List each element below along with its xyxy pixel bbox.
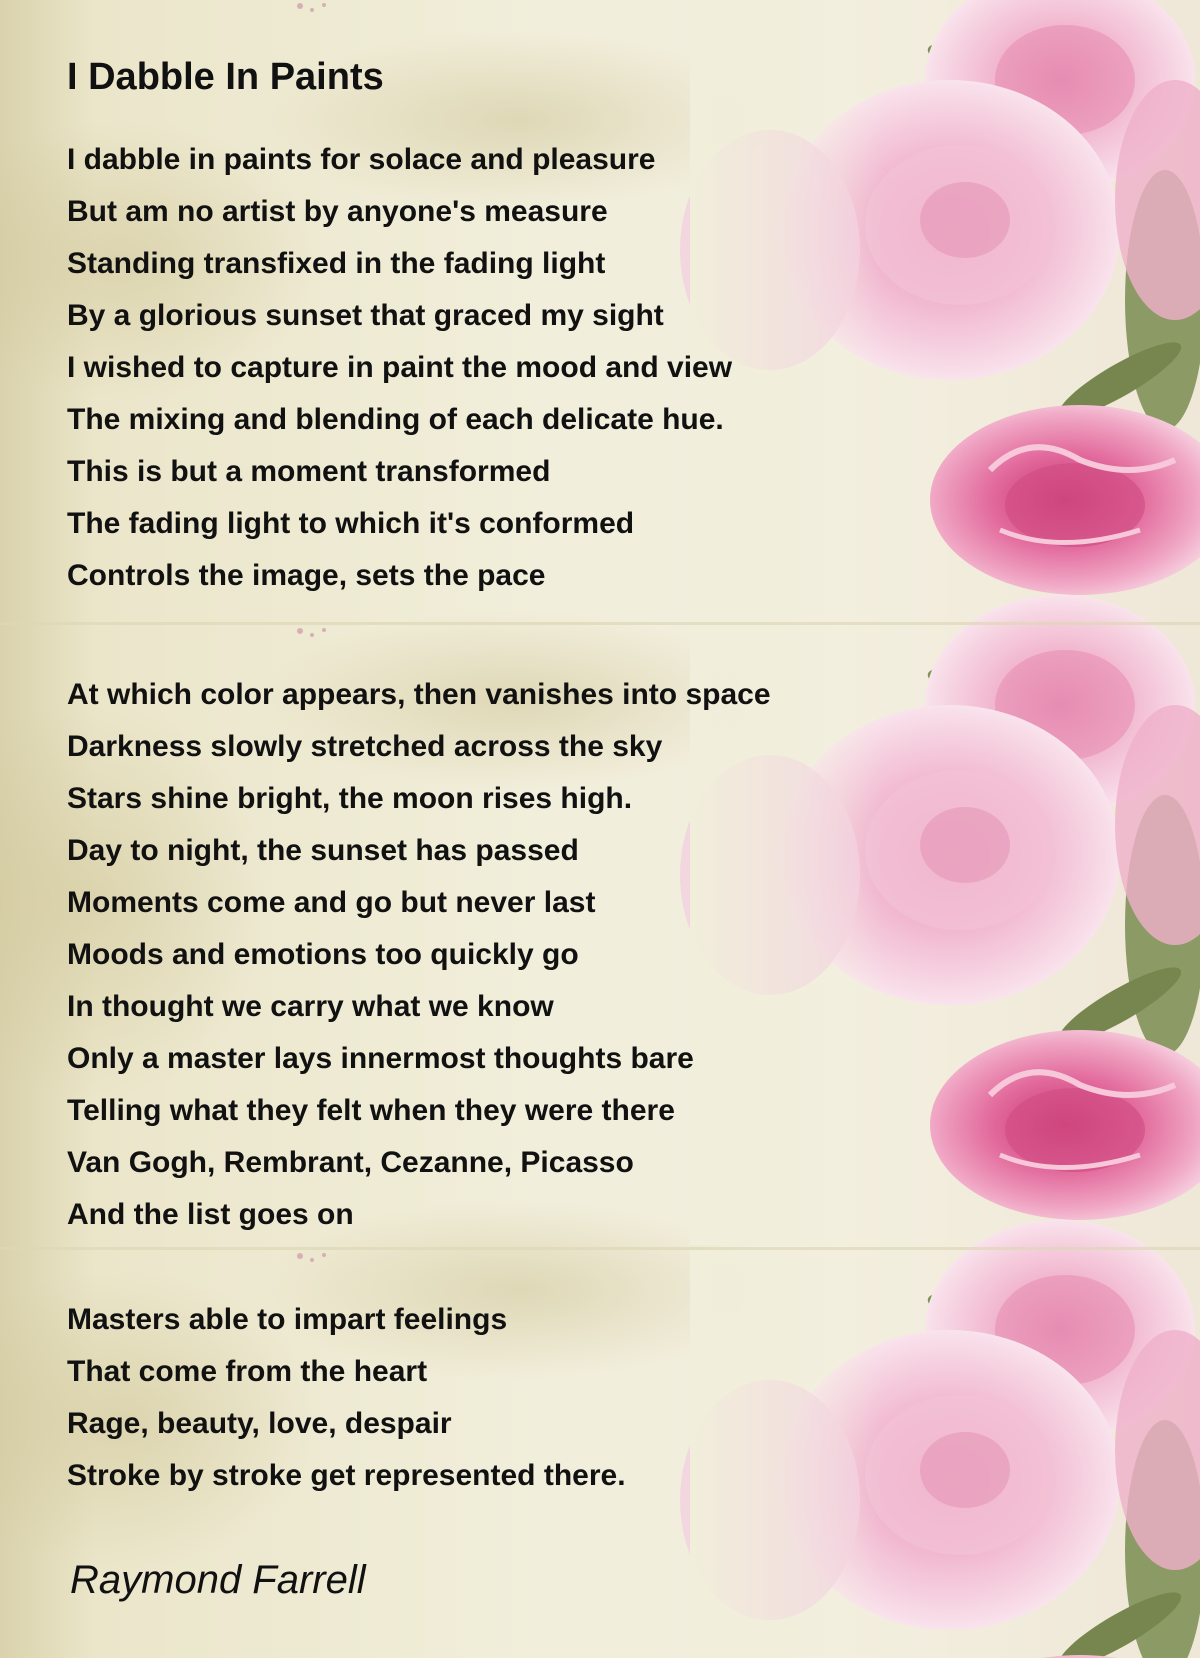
stanza-3 <box>67 1294 626 1502</box>
poem-line: Rage, beauty, love, despair <box>67 1407 452 1440</box>
poem-line: Stroke by stroke get represented there. <box>67 1459 626 1492</box>
poem-line: Standing transfixed in the fading light <box>67 247 606 280</box>
poem-line: This is but a moment transformed <box>67 455 551 488</box>
poem-line: Stars shine bright, the moon rises high. <box>67 782 633 815</box>
poem-line: Moods and emotions too quickly go <box>67 938 579 971</box>
poem-line: Controls the image, sets the pace <box>67 559 546 592</box>
poem-title: I Dabble In Paints <box>67 56 384 98</box>
poem-line: At which color appears, then vanishes into space <box>67 678 771 711</box>
poem-line: And the list goes on <box>67 1198 354 1231</box>
poem-line: Van Gogh, Rembrant, Cezanne, Picasso <box>67 1146 634 1179</box>
poem-line: The mixing and blending of each delicate hue. <box>67 403 724 436</box>
stanza-1 <box>67 134 732 602</box>
poem-line: I wished to capture in paint the mood and view <box>67 351 733 384</box>
poem-line: Only a master lays innermost thoughts bare <box>67 1042 694 1075</box>
poem-line: Telling what they felt when they were there <box>67 1094 675 1127</box>
poem-line: That come from the heart <box>67 1355 428 1388</box>
poem-line: Darkness slowly stretched across the sky <box>67 730 663 763</box>
poem-line: Day to night, the sunset has passed <box>67 834 579 867</box>
poem-line: Masters able to impart feelings <box>67 1303 508 1336</box>
poem-line: I dabble in paints for solace and pleasure <box>67 143 656 176</box>
stanza-2 <box>67 669 771 1241</box>
poem-line: Moments come and go but never last <box>67 886 596 919</box>
poem-line: But am no artist by anyone's measure <box>67 195 608 228</box>
poem-line: The fading light to which it's conformed <box>67 507 635 540</box>
poem-author: Raymond Farrell <box>70 1558 366 1602</box>
poem-line: In thought we carry what we know <box>67 990 554 1023</box>
poem-line: By a glorious sunset that graced my sight <box>67 299 664 332</box>
